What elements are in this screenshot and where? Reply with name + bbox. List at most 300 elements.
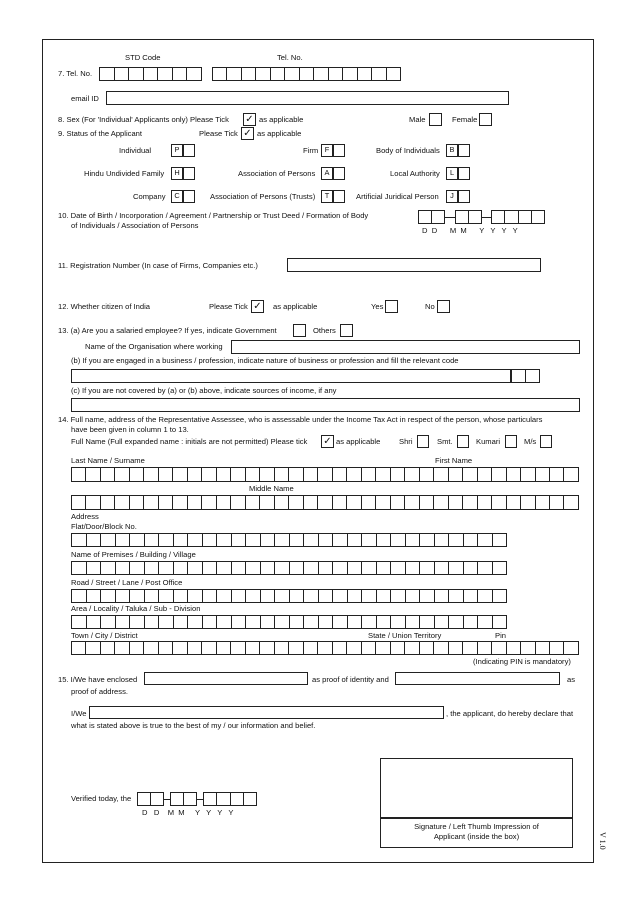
char-box[interactable] <box>203 590 218 602</box>
char-box[interactable] <box>449 642 463 654</box>
tel-no-boxes[interactable] <box>212 67 401 81</box>
char-box[interactable] <box>246 468 260 481</box>
char-box[interactable] <box>116 562 131 574</box>
area-boxes[interactable] <box>71 615 507 629</box>
char-box[interactable] <box>406 562 421 574</box>
salaried-question: 13. (a) Are you a salaried employee? If yes, indicate Government <box>58 326 277 335</box>
char-box[interactable] <box>521 468 535 481</box>
char-box[interactable] <box>72 642 86 654</box>
char-box[interactable] <box>435 562 450 574</box>
char-box[interactable] <box>130 496 144 509</box>
char-box[interactable] <box>101 562 116 574</box>
town-state-pin-boxes[interactable] <box>71 641 579 655</box>
char-box[interactable] <box>217 642 231 654</box>
road-label: Road / Street / Lane / Post Office <box>71 578 183 587</box>
flat-label: Flat/Door/Block No. <box>71 522 137 531</box>
char-box[interactable] <box>333 616 348 628</box>
char-box[interactable] <box>463 642 477 654</box>
char-box[interactable] <box>130 590 145 602</box>
char-box[interactable] <box>550 496 564 509</box>
boi-checkbox[interactable] <box>458 144 470 157</box>
char-box[interactable] <box>159 590 174 602</box>
char-box[interactable] <box>492 642 506 654</box>
char-box[interactable] <box>116 616 131 628</box>
full-name-tick-box[interactable]: ✓ <box>321 435 334 448</box>
char-box[interactable] <box>377 590 392 602</box>
income-source-field[interactable] <box>71 398 580 412</box>
char-box[interactable] <box>159 496 173 509</box>
char-box[interactable] <box>492 468 506 481</box>
registration-label: 11. Registration Number (In case of Firms, Companies etc.) <box>58 261 258 270</box>
premises-label: Name of Premises / Building / Village <box>71 550 196 559</box>
char-box[interactable] <box>202 642 216 654</box>
char-box[interactable] <box>290 590 305 602</box>
char-box[interactable] <box>217 496 231 509</box>
std-code-label: STD Code <box>125 53 161 62</box>
char-box[interactable] <box>188 562 203 574</box>
char-box[interactable] <box>333 590 348 602</box>
char-box[interactable] <box>493 562 507 574</box>
char-box[interactable] <box>449 616 464 628</box>
char-box[interactable] <box>377 562 392 574</box>
char-box[interactable] <box>435 534 450 546</box>
signature-box[interactable] <box>380 758 573 818</box>
char-box[interactable] <box>87 534 102 546</box>
char-box[interactable] <box>101 468 115 481</box>
char-box[interactable] <box>116 534 131 546</box>
char-box[interactable] <box>87 616 102 628</box>
smt-checkbox[interactable] <box>457 435 469 448</box>
char-box[interactable] <box>348 616 363 628</box>
char-box[interactable] <box>101 642 115 654</box>
verified-year-boxes[interactable] <box>203 792 257 806</box>
char-box[interactable] <box>478 534 493 546</box>
char-box[interactable] <box>319 616 334 628</box>
char-box[interactable] <box>304 468 318 481</box>
char-box[interactable] <box>275 496 289 509</box>
email-field[interactable] <box>106 91 509 105</box>
male-checkbox[interactable] <box>429 113 442 126</box>
char-box[interactable] <box>101 590 116 602</box>
char-box[interactable] <box>101 496 115 509</box>
char-box[interactable] <box>174 616 189 628</box>
char-box[interactable] <box>72 534 87 546</box>
char-box[interactable] <box>144 642 158 654</box>
char-box[interactable] <box>275 534 290 546</box>
char-box[interactable] <box>231 468 245 481</box>
char-box[interactable] <box>130 468 144 481</box>
char-box[interactable] <box>391 534 406 546</box>
char-box[interactable] <box>362 468 376 481</box>
char-box[interactable] <box>536 496 550 509</box>
proof-identity-label: as proof of identity and <box>312 675 389 684</box>
char-box[interactable] <box>304 496 318 509</box>
no-label: No <box>425 302 435 311</box>
char-box[interactable] <box>362 590 377 602</box>
char-box[interactable] <box>376 496 390 509</box>
char-box[interactable] <box>319 562 334 574</box>
char-box[interactable] <box>406 590 421 602</box>
char-box[interactable] <box>246 616 261 628</box>
char-box[interactable] <box>174 562 189 574</box>
char-box[interactable] <box>420 496 434 509</box>
char-box[interactable] <box>318 642 332 654</box>
char-box[interactable] <box>493 590 507 602</box>
identity-proof-field[interactable] <box>144 672 308 685</box>
char-box[interactable] <box>319 534 334 546</box>
char-box[interactable] <box>86 642 100 654</box>
address-proof-field[interactable] <box>395 672 560 685</box>
char-box[interactable] <box>159 468 173 481</box>
char-box[interactable] <box>493 534 507 546</box>
char-box[interactable] <box>449 562 464 574</box>
aop-trusts-label: Association of Persons (Trusts) <box>210 192 316 201</box>
char-box[interactable] <box>290 616 305 628</box>
char-box[interactable] <box>304 642 318 654</box>
char-box[interactable] <box>420 562 435 574</box>
char-box[interactable] <box>246 590 261 602</box>
char-box[interactable] <box>377 534 392 546</box>
char-box[interactable] <box>420 642 434 654</box>
email-label: email ID <box>71 94 99 103</box>
char-box[interactable] <box>304 590 319 602</box>
char-box[interactable] <box>478 616 493 628</box>
char-box[interactable] <box>347 496 361 509</box>
char-box[interactable] <box>434 496 448 509</box>
char-box[interactable] <box>536 468 550 481</box>
char-box[interactable] <box>217 590 232 602</box>
ms-label: M/s <box>524 437 537 446</box>
char-box[interactable] <box>405 468 419 481</box>
dob-format-hint: D D M M Y Y Y Y <box>422 226 518 235</box>
char-box[interactable] <box>188 642 202 654</box>
char-box[interactable] <box>406 534 421 546</box>
char-box[interactable] <box>275 468 289 481</box>
char-box[interactable] <box>376 468 390 481</box>
char-box[interactable] <box>478 590 493 602</box>
char-box[interactable] <box>86 468 100 481</box>
char-box[interactable] <box>86 496 100 509</box>
char-box[interactable] <box>130 562 145 574</box>
shri-checkbox[interactable] <box>417 435 429 448</box>
char-box[interactable] <box>478 562 493 574</box>
business-code-boxes[interactable] <box>511 369 540 383</box>
char-box[interactable] <box>564 496 577 509</box>
char-box[interactable] <box>188 496 202 509</box>
char-box[interactable] <box>217 562 232 574</box>
char-box[interactable] <box>188 616 203 628</box>
verified-month-boxes[interactable] <box>170 792 197 806</box>
firm-code: F <box>321 144 333 157</box>
char-box[interactable] <box>536 642 550 654</box>
char-box[interactable] <box>72 590 87 602</box>
char-box[interactable] <box>464 616 479 628</box>
char-box[interactable] <box>420 534 435 546</box>
char-box[interactable] <box>362 642 376 654</box>
char-box[interactable] <box>232 562 247 574</box>
char-box[interactable] <box>333 534 348 546</box>
no-checkbox[interactable] <box>437 300 450 313</box>
individual-code: P <box>171 144 183 157</box>
char-box[interactable] <box>391 642 405 654</box>
char-box[interactable] <box>130 642 144 654</box>
char-box[interactable] <box>289 642 303 654</box>
char-box[interactable] <box>420 468 434 481</box>
char-box[interactable] <box>246 534 261 546</box>
char-box[interactable] <box>493 616 507 628</box>
char-box[interactable] <box>145 562 160 574</box>
others-checkbox[interactable] <box>340 324 353 337</box>
version-label: V 1.0 <box>598 832 607 850</box>
government-checkbox[interactable] <box>293 324 306 337</box>
citizen-tick-box[interactable]: ✓ <box>251 300 264 313</box>
char-box[interactable] <box>173 496 187 509</box>
char-box[interactable] <box>115 642 129 654</box>
char-box[interactable] <box>87 562 102 574</box>
char-box[interactable] <box>492 496 506 509</box>
char-box[interactable] <box>116 590 131 602</box>
char-box[interactable] <box>232 590 247 602</box>
char-box[interactable] <box>275 590 290 602</box>
char-box[interactable] <box>203 616 218 628</box>
registration-field[interactable] <box>287 258 541 272</box>
signature-caption-line1: Signature / Left Thumb Impression of <box>414 822 539 831</box>
char-box[interactable] <box>101 616 116 628</box>
char-box[interactable] <box>232 616 247 628</box>
char-box[interactable] <box>391 590 406 602</box>
char-box[interactable] <box>362 534 377 546</box>
dob-day-boxes[interactable] <box>418 210 445 224</box>
char-box[interactable] <box>144 496 158 509</box>
huf-checkbox[interactable] <box>183 167 195 180</box>
boi-label: Body of Individuals <box>376 146 440 155</box>
form-frame <box>42 39 594 863</box>
char-box[interactable] <box>87 590 102 602</box>
char-box[interactable] <box>145 590 160 602</box>
char-box[interactable] <box>391 616 406 628</box>
male-label: Male <box>409 115 426 124</box>
name-boxes-row1[interactable] <box>71 467 579 482</box>
char-box[interactable] <box>261 590 276 602</box>
char-box[interactable] <box>434 642 448 654</box>
char-box[interactable] <box>159 534 174 546</box>
business-nature-field[interactable] <box>71 369 511 383</box>
flat-boxes[interactable] <box>71 533 507 547</box>
ajp-checkbox[interactable] <box>458 190 470 203</box>
individual-label: Individual <box>119 146 152 155</box>
char-box[interactable] <box>304 534 319 546</box>
char-box[interactable] <box>188 590 203 602</box>
verified-day-boxes[interactable] <box>137 792 164 806</box>
char-box[interactable] <box>391 562 406 574</box>
char-box[interactable] <box>290 562 305 574</box>
char-box[interactable] <box>159 642 173 654</box>
char-box[interactable] <box>173 468 187 481</box>
char-box[interactable] <box>217 534 232 546</box>
char-box[interactable] <box>202 468 216 481</box>
char-box[interactable] <box>376 642 390 654</box>
status-tick-box[interactable]: ✓ <box>241 127 254 140</box>
declarant-name-field[interactable] <box>89 706 444 719</box>
firm-checkbox[interactable] <box>333 144 345 157</box>
char-box[interactable] <box>347 642 361 654</box>
char-box[interactable] <box>333 496 347 509</box>
char-box[interactable] <box>72 562 87 574</box>
char-box[interactable] <box>144 468 158 481</box>
char-box[interactable] <box>319 590 334 602</box>
aop-trusts-checkbox[interactable] <box>333 190 345 203</box>
char-box[interactable] <box>101 534 116 546</box>
char-box[interactable] <box>550 642 564 654</box>
smt-label: Smt. <box>437 437 453 446</box>
char-box[interactable] <box>449 590 464 602</box>
char-box[interactable] <box>260 496 274 509</box>
char-box[interactable] <box>174 534 189 546</box>
char-box[interactable] <box>203 562 218 574</box>
char-box[interactable] <box>362 616 377 628</box>
char-box[interactable] <box>217 468 231 481</box>
char-box[interactable] <box>464 562 479 574</box>
premises-boxes[interactable] <box>71 561 507 575</box>
char-box[interactable] <box>188 468 202 481</box>
char-box[interactable] <box>521 642 535 654</box>
char-box[interactable] <box>564 642 577 654</box>
char-box[interactable] <box>115 496 129 509</box>
char-box[interactable] <box>391 468 405 481</box>
char-box[interactable] <box>464 590 479 602</box>
char-box[interactable] <box>246 496 260 509</box>
char-box[interactable] <box>261 534 276 546</box>
char-box[interactable] <box>290 534 305 546</box>
individual-checkbox[interactable] <box>183 144 195 157</box>
char-box[interactable] <box>231 496 245 509</box>
char-box[interactable] <box>405 496 419 509</box>
char-box[interactable] <box>318 496 332 509</box>
char-box[interactable] <box>347 468 361 481</box>
char-box[interactable] <box>275 562 290 574</box>
citizen-please-tick: Please Tick <box>209 302 248 311</box>
char-box[interactable] <box>478 642 492 654</box>
char-box[interactable] <box>362 562 377 574</box>
char-box[interactable] <box>173 642 187 654</box>
road-boxes[interactable] <box>71 589 507 603</box>
ajp-label: Artificial Juridical Person <box>356 192 439 201</box>
kumari-checkbox[interactable] <box>505 435 517 448</box>
char-box[interactable] <box>507 496 521 509</box>
char-box[interactable] <box>507 642 521 654</box>
char-box[interactable] <box>405 642 419 654</box>
char-box[interactable] <box>304 562 319 574</box>
char-box[interactable] <box>449 534 464 546</box>
dob-year-boxes[interactable] <box>491 210 545 224</box>
char-box[interactable] <box>333 468 347 481</box>
name-boxes-row2[interactable] <box>71 495 579 510</box>
citizen-as-applicable: as applicable <box>273 302 318 311</box>
company-code: C <box>171 190 183 203</box>
char-box[interactable] <box>159 616 174 628</box>
char-box[interactable] <box>246 562 261 574</box>
char-box[interactable] <box>434 468 448 481</box>
char-box[interactable] <box>420 590 435 602</box>
char-box[interactable] <box>72 468 86 481</box>
char-box[interactable] <box>406 616 421 628</box>
char-box[interactable] <box>159 562 174 574</box>
char-box[interactable] <box>463 496 477 509</box>
char-box[interactable] <box>145 616 160 628</box>
char-box[interactable] <box>203 534 218 546</box>
char-box[interactable] <box>232 534 247 546</box>
char-box[interactable] <box>463 468 477 481</box>
local-authority-checkbox[interactable] <box>458 167 470 180</box>
char-box[interactable] <box>420 616 435 628</box>
char-box[interactable] <box>507 468 521 481</box>
char-box[interactable] <box>260 642 274 654</box>
char-box[interactable] <box>348 562 363 574</box>
char-box[interactable] <box>449 468 463 481</box>
char-box[interactable] <box>478 468 492 481</box>
char-box[interactable] <box>72 616 87 628</box>
char-box[interactable] <box>202 496 216 509</box>
char-box[interactable] <box>304 616 319 628</box>
char-box[interactable] <box>435 616 450 628</box>
char-box[interactable] <box>564 468 577 481</box>
yes-checkbox[interactable] <box>385 300 398 313</box>
dob-label-line2: of Individuals / Association of Persons <box>71 221 199 230</box>
char-box[interactable] <box>145 534 160 546</box>
sex-tick-box[interactable]: ✓ <box>243 113 256 126</box>
std-code-boxes[interactable] <box>99 67 202 81</box>
char-box[interactable] <box>115 468 129 481</box>
char-box[interactable] <box>275 642 289 654</box>
char-box[interactable] <box>377 616 392 628</box>
char-box[interactable] <box>246 642 260 654</box>
char-box[interactable] <box>130 616 145 628</box>
char-box[interactable] <box>217 616 232 628</box>
char-box[interactable] <box>260 468 274 481</box>
char-box[interactable] <box>348 590 363 602</box>
char-box[interactable] <box>72 496 86 509</box>
aop-checkbox[interactable] <box>333 167 345 180</box>
char-box[interactable] <box>348 534 363 546</box>
char-box[interactable] <box>464 534 479 546</box>
char-box[interactable] <box>362 496 376 509</box>
char-box[interactable] <box>478 496 492 509</box>
char-box[interactable] <box>261 562 276 574</box>
char-box[interactable] <box>391 496 405 509</box>
char-box[interactable] <box>231 642 245 654</box>
char-box[interactable] <box>174 590 189 602</box>
char-box[interactable] <box>333 642 347 654</box>
ms-checkbox[interactable] <box>540 435 552 448</box>
char-box[interactable] <box>521 496 535 509</box>
char-box[interactable] <box>188 534 203 546</box>
char-box[interactable] <box>435 590 450 602</box>
char-box[interactable] <box>333 562 348 574</box>
dob-month-boxes[interactable] <box>455 210 482 224</box>
char-box[interactable] <box>289 468 303 481</box>
char-box[interactable] <box>318 468 332 481</box>
female-checkbox[interactable] <box>479 113 492 126</box>
char-box[interactable] <box>449 496 463 509</box>
char-box[interactable] <box>275 616 290 628</box>
company-checkbox[interactable] <box>183 190 195 203</box>
char-box[interactable] <box>261 616 276 628</box>
char-box[interactable] <box>289 496 303 509</box>
char-box[interactable] <box>130 534 145 546</box>
representative-line1: 14. Full name, address of the Representative Assessee, who is assessable under the Income Tax Act in respect of the person, whose particulars <box>58 415 543 424</box>
organisation-field[interactable] <box>231 340 580 354</box>
char-box[interactable] <box>550 468 564 481</box>
